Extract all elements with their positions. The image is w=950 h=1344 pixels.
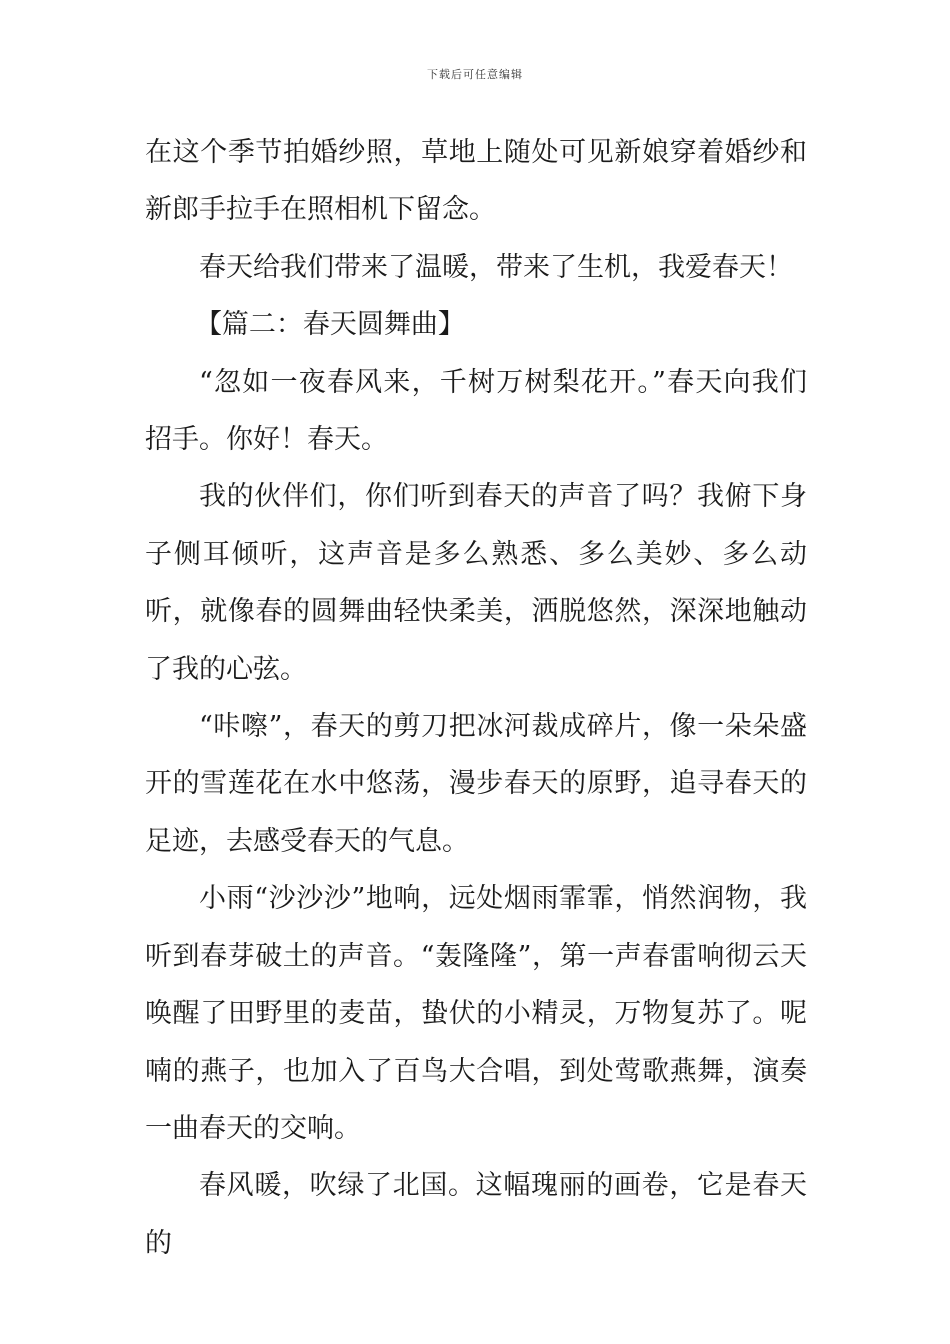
paragraph: 春风暖，吹绿了北国。这幅瑰丽的画卷，它是春天的 (145, 1170, 807, 1259)
paragraph: 春天给我们带来了温暖，带来了生机，我爱春天！ (199, 251, 793, 283)
paragraph: “忽如一夜春风来，千树万树梨花开。”春天向我们招手。你好！春天。 (145, 366, 807, 456)
paragraph: 我的伙伴们，你们听到春天的声音了吗？我俯下身子侧耳倾听，这声音是多么熟悉、多么美妙、多么动听，就像春的圆舞曲轻快柔美，洒脱悠然，深深地触动了我的心弦。 (145, 481, 807, 685)
paragraph: “咔嚓”，春天的剪刀把冰河裁成碎片，像一朵朵盛开的雪莲花在水中悠荡，漫步春天的原野，追寻春天的足迹，去感受春天的气息。 (145, 711, 807, 857)
section-heading: 【篇二：春天圆舞曲】 (194, 309, 465, 341)
paragraph-continuation: 在这个季节拍婚纱照，草地上随处可见新娘穿着婚纱和新郎手拉手在照相机下留念。 (145, 137, 807, 226)
document-body (145, 124, 807, 1272)
paragraph: 小雨“沙沙沙”地响，远处烟雨霏霏，悄然润物，我听到春芽破土的声音。“轰隆隆”，第一声春雷响彻云天唤醒了田野里的麦苗，蛰伏的小精灵，万物复苏了。呢喃的燕子，也加入了百鸟大合唱，到处莺歌燕舞，演奏一曲春天的交响。 (145, 883, 807, 1144)
page-header: 下载后可任意编辑 (427, 68, 523, 81)
